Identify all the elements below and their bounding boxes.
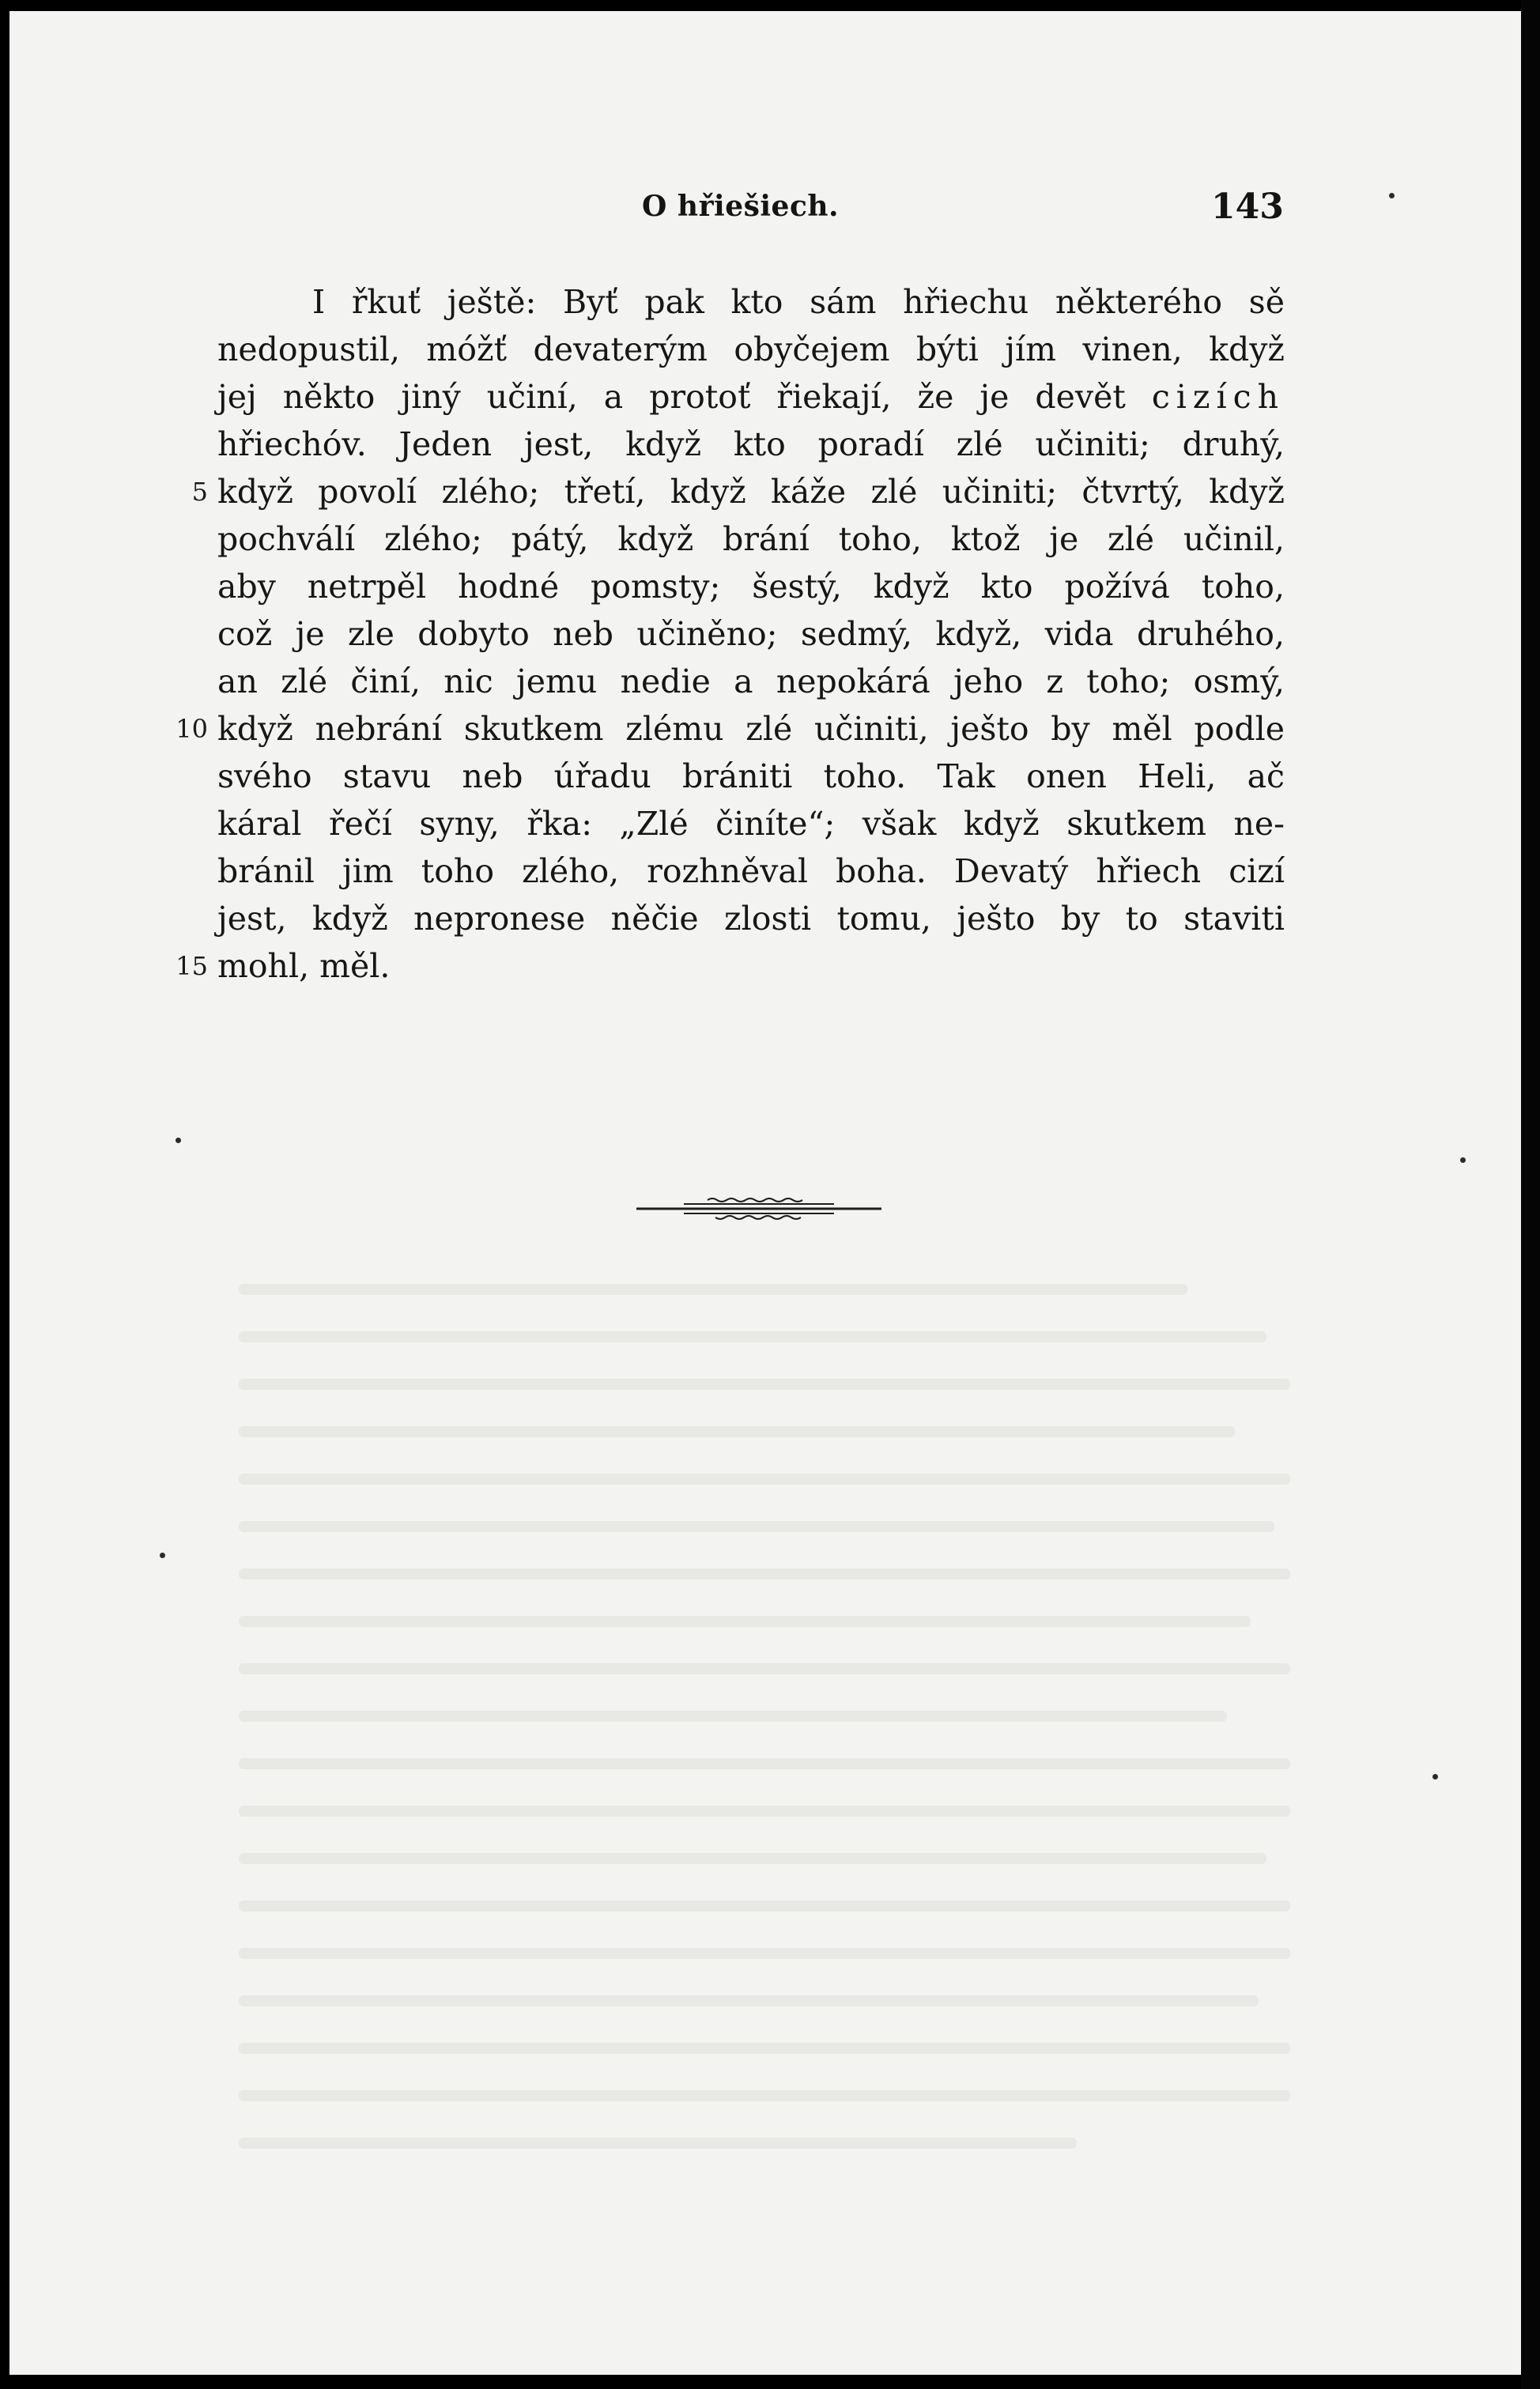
text-line: jest, když nepronese něčie zlosti tomu, ješto by to staviti [217, 900, 1285, 938]
line-number: 10 [176, 714, 208, 744]
scan-edge-strip [1521, 0, 1540, 2389]
text-line: pochválí zlého; pátý, když brání toho, ktož je zlé učinil, [217, 520, 1285, 558]
text-line: svého stavu neb úřadu brániti toho. Tak onen Heli, ač [217, 757, 1285, 795]
page-number: 143 [1211, 187, 1284, 227]
running-title: O hřiešiech. [642, 190, 840, 223]
text-line: káral řečí syny, řka: „Zlé činíte“; však když skutkem ne- [217, 805, 1285, 843]
text-line: mohl, měl. [217, 947, 391, 985]
text-line: aby netrpěl hodné pomsty; šestý, když kto požívá toho, [217, 568, 1285, 606]
text-line: když povolí zlého; třetí, když káže zlé učiniti; čtvrtý, když [217, 473, 1285, 511]
text-line: I řkuť ještě: Byť pak kto sám hřiechu některého sě [312, 283, 1285, 321]
wavy-rule-ornament-icon [636, 1193, 881, 1225]
text-line: bránil jim toho zlého, rozhněval boha. Devatý hřiech cizí [217, 852, 1285, 890]
line-number: 5 [191, 477, 208, 507]
line-number: 15 [176, 951, 208, 981]
running-header [9, 187, 1521, 234]
book-page [9, 11, 1521, 2375]
text-line: jej někto jiný učiní, a protoť řiekají, že je devět cizích [217, 378, 1285, 416]
text-line: an zlé činí, nic jemu nedie a nepokárá jeho z toho; osmý, [217, 662, 1285, 700]
text-line: nedopustil, móžť devaterým obyčejem býti jím vinen, když [217, 330, 1285, 368]
spaced-emphasis: cizích [1151, 378, 1285, 416]
text-line: což je zle dobyto neb učiněno; sedmý, když, vida druhého, [217, 615, 1285, 653]
text-line: hřiechóv. Jeden jest, když kto poradí zlé učiniti; druhý, [217, 425, 1285, 463]
text-line: když nebrání skutkem zlému zlé učiniti, ješto by měl podle [217, 710, 1285, 748]
